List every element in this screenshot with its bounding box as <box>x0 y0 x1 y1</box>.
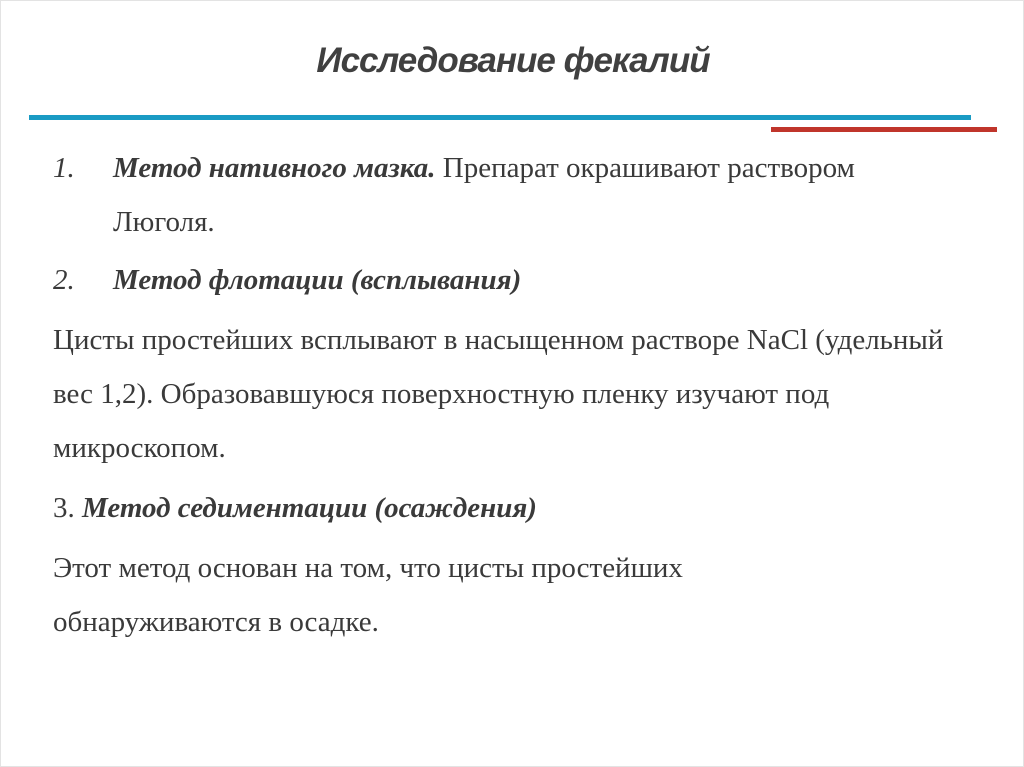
method-heading: Метод флотации (всплывания) <box>113 264 522 296</box>
flotation-paragraph: Цисты простейших всплывают в насыщенном растворе NaCl (удельный вес 1,2). Образовавшуюся поверхностную пленку изучают под микроскопом. <box>53 324 944 464</box>
list-number: 2. <box>53 264 75 296</box>
method-heading: Метод седиментации (осаждения) <box>74 492 537 524</box>
section-number: 3. <box>53 492 75 524</box>
title-underline-blue <box>29 115 971 120</box>
slide-title: Исследование фекалий <box>316 41 710 80</box>
method-description: Препарат окрашивают раствором Люголя. <box>113 152 855 238</box>
list-item-native-smear <box>53 141 993 249</box>
title-underline-red <box>771 127 997 132</box>
section-sedimentation <box>53 481 993 535</box>
sedimentation-paragraph: Этот метод основан на том, что цисты простейших обнаруживаются в осадке. <box>53 552 683 638</box>
slide-content <box>53 141 993 649</box>
method-heading: Метод нативного мазка. <box>113 152 436 184</box>
list-number: 1. <box>53 152 75 184</box>
list-item-flotation <box>53 253 993 307</box>
